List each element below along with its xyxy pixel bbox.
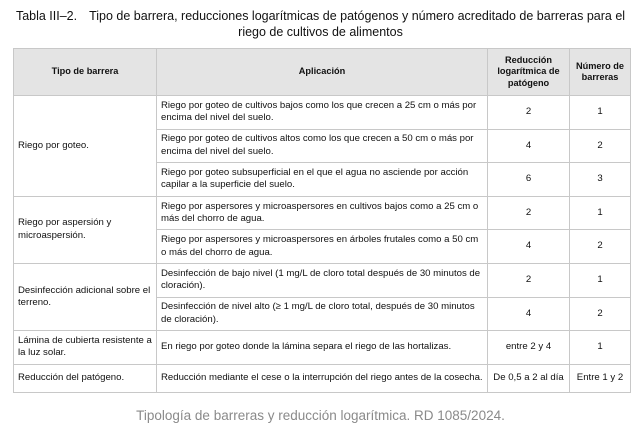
cell-reduccion: 4 — [488, 230, 570, 264]
cell-aplicacion: Riego por goteo de cultivos altos como los que crecen a 50 cm o más por encima del nivel del suelo. — [157, 129, 488, 163]
cell-aplicacion: Riego por goteo de cultivos bajos como los que crecen a 25 cm o más por encima del nivel del suelo. — [157, 96, 488, 130]
cell-reduccion: 4 — [488, 297, 570, 331]
cell-aplicacion: Riego por goteo subsuperficial en el que el agua no asciende por acción capilar a la superficie del suelo. — [157, 163, 488, 197]
header-tipo: Tipo de barrera — [14, 49, 157, 96]
cell-aplicacion: Riego por aspersores y microaspersores en cultivos bajos como a 25 cm o más del chorro de agua. — [157, 196, 488, 230]
cell-numero: 2 — [570, 230, 631, 264]
group-reduccion: Reducción del patógeno. — [14, 364, 157, 392]
table-title — [0, 8, 641, 40]
table-title-line1 — [0, 8, 641, 24]
cell-reduccion: 2 — [488, 96, 570, 130]
cell-reduccion: De 0,5 a 2 al día — [488, 364, 570, 392]
cell-numero: 2 — [570, 129, 631, 163]
group-aspersion: Riego por aspersión y microaspersión. — [14, 196, 157, 263]
cell-numero: 2 — [570, 297, 631, 331]
header-numero: Número de barreras — [570, 49, 631, 96]
table-row — [14, 196, 631, 230]
group-lamina: Lámina de cubierta resistente a la luz solar. — [14, 331, 157, 365]
cell-numero: 3 — [570, 163, 631, 197]
table-row — [14, 96, 631, 130]
table-number: Tabla III–2. — [15, 9, 78, 23]
table-title-text: Tipo de barrera, reducciones logarítmicas de patógenos y número acreditado de barreras para el — [89, 9, 626, 23]
header-aplicacion: Aplicación — [157, 49, 488, 96]
header-reduccion: Reducción logarítmica de patógeno — [488, 49, 570, 96]
table-title-line2: riego de cultivos de alimentos — [238, 25, 403, 39]
table-row — [14, 364, 631, 392]
group-desinfeccion: Desinfección adicional sobre el terreno. — [14, 263, 157, 330]
barriers-table — [13, 48, 631, 393]
cell-aplicacion: Desinfección de nivel alto (≥ 1 mg/L de cloro total, después de 30 minutos de cloración). — [157, 297, 488, 331]
cell-numero: 1 — [570, 96, 631, 130]
cell-reduccion: entre 2 y 4 — [488, 331, 570, 365]
cell-reduccion: 6 — [488, 163, 570, 197]
cell-reduccion: 4 — [488, 129, 570, 163]
cell-numero: 1 — [570, 263, 631, 297]
cell-numero: 1 — [570, 196, 631, 230]
table-row — [14, 331, 631, 365]
cell-numero: 1 — [570, 331, 631, 365]
cell-numero: Entre 1 y 2 — [570, 364, 631, 392]
table-row — [14, 263, 631, 297]
group-goteo: Riego por goteo. — [14, 96, 157, 197]
table-header-row — [14, 49, 631, 96]
cell-aplicacion: Desinfección de bajo nivel (1 mg/L de cloro total después de 30 minutos de cloración). — [157, 263, 488, 297]
figure-caption: Tipología de barreras y reducción logarítmica. RD 1085/2024. — [136, 408, 505, 423]
cell-aplicacion: Riego por aspersores y microaspersores en árboles frutales como a 50 cm o más del chorro de agua. — [157, 230, 488, 264]
cell-aplicacion: Reducción mediante el cese o la interrupción del riego antes de la cosecha. — [157, 364, 488, 392]
cell-reduccion: 2 — [488, 196, 570, 230]
cell-reduccion: 2 — [488, 263, 570, 297]
cell-aplicacion: En riego por goteo donde la lámina separa el riego de las hortalizas. — [157, 331, 488, 365]
